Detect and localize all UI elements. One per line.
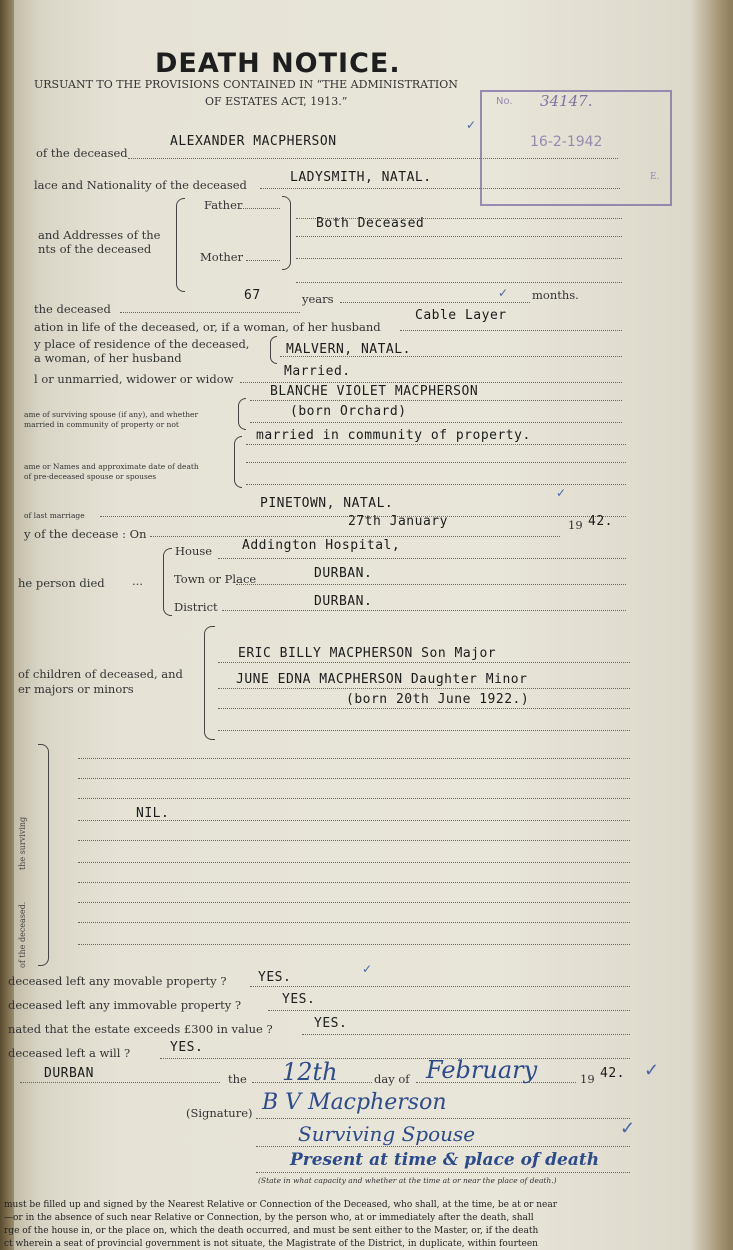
signature-line bbox=[256, 1118, 630, 1119]
capacity-line-2 bbox=[256, 1172, 630, 1173]
spouse-name-value: BLANCHE VIOLET MACPHERSON bbox=[270, 384, 479, 399]
immovable-label: deceased left any immovable property ? bbox=[8, 998, 242, 1012]
exceeds-label: nated that the estate exceeds £300 in value ? bbox=[8, 1022, 273, 1036]
spouse-maiden-value: (born Orchard) bbox=[290, 404, 407, 419]
district-line bbox=[222, 610, 626, 611]
predeceased-line-3 bbox=[246, 484, 626, 485]
nil-line-9 bbox=[78, 922, 630, 923]
parents-brace bbox=[176, 198, 185, 292]
parents-label-line1: and Addresses of the bbox=[38, 228, 161, 242]
death-date-line bbox=[150, 536, 560, 537]
marital-label: l or unmarried, widower or widow bbox=[34, 372, 234, 386]
will-line bbox=[160, 1058, 630, 1059]
capacity-value-2: Present at time & place of death bbox=[290, 1150, 600, 1170]
children-label-line1: of children of deceased, and bbox=[18, 667, 183, 681]
parents-inner-brace bbox=[282, 196, 291, 270]
birthplace-line bbox=[260, 188, 620, 189]
stamp-mark: E. bbox=[650, 172, 660, 182]
parents-line-2 bbox=[296, 236, 622, 237]
footer-line-4: ct wherein a seat of provincial government is not situate, the Magistrate of the District, in duplicate, within fourteen bbox=[4, 1239, 538, 1249]
child-3-note: (born 20th June 1922.) bbox=[346, 692, 530, 707]
died-label: he person died bbox=[18, 576, 105, 590]
stamp-date: 16-2-1942 bbox=[530, 134, 603, 150]
occupation-value: Cable Layer bbox=[415, 308, 507, 323]
movable-label: deceased left any movable property ? bbox=[8, 974, 227, 988]
document-title: DEATH NOTICE. bbox=[155, 48, 401, 79]
nil-line-3 bbox=[78, 798, 630, 799]
nil-line-10 bbox=[78, 944, 630, 945]
marital-value: Married. bbox=[284, 364, 351, 379]
spouse-label-line2: married in community of property or not bbox=[24, 420, 179, 429]
house-line bbox=[218, 558, 626, 559]
parents-line-3 bbox=[296, 258, 622, 259]
district-label: District bbox=[174, 600, 218, 614]
check-mark-icon: ✓ bbox=[556, 486, 567, 500]
residence-label-line1: y place of residence of the deceased, bbox=[34, 337, 250, 351]
death-date-value: 27th January bbox=[348, 514, 448, 529]
children-line-3 bbox=[218, 708, 630, 709]
name-value: ALEXANDER MACPHERSON bbox=[170, 134, 337, 149]
children-brace bbox=[204, 626, 215, 740]
children-line-1 bbox=[218, 662, 630, 663]
predeceased-label-line1: ame or Names and approximate date of death bbox=[24, 462, 199, 471]
death-date-label: y of the decease : On bbox=[24, 527, 147, 541]
nil-line-6 bbox=[78, 862, 630, 863]
residence-label-line2: a woman, of her husband bbox=[34, 351, 182, 365]
occupation-line bbox=[400, 330, 622, 331]
movable-value: YES. bbox=[258, 970, 292, 985]
house-value: Addington Hospital, bbox=[242, 538, 401, 553]
father-line bbox=[240, 208, 280, 209]
signature-label: (Signature) bbox=[186, 1106, 253, 1120]
stamp-no-label: No. bbox=[496, 96, 513, 107]
month-value: February bbox=[426, 1056, 538, 1084]
sign-year-prefix: 19 bbox=[580, 1072, 595, 1086]
check-mark-icon: ✓ bbox=[362, 962, 373, 976]
will-label: deceased left a will ? bbox=[8, 1046, 131, 1060]
act-reference-line1: URSUANT TO THE PROVISIONS CONTAINED IN “THE ADMINISTRATION bbox=[34, 78, 458, 91]
movable-line bbox=[250, 986, 630, 987]
predeceased-label-line2: of pre-deceased spouse or spouses bbox=[24, 472, 157, 481]
capacity-line-1 bbox=[256, 1146, 630, 1147]
name-line bbox=[128, 158, 618, 159]
check-mark-icon: ✓ bbox=[644, 1060, 660, 1081]
footer-line-3: rge of the house in, or the place on, which the death occurred, and must be sent either to the Master, or, if the death bbox=[4, 1226, 539, 1236]
months-line bbox=[340, 302, 530, 303]
spouse-brace bbox=[238, 398, 246, 430]
parents-value: Both Deceased bbox=[316, 216, 425, 231]
day-of-label: day of bbox=[374, 1072, 410, 1086]
father-label: Father bbox=[204, 198, 243, 212]
death-year-prefix: 19 bbox=[568, 518, 583, 532]
marital-line bbox=[240, 382, 622, 383]
nil-line-1 bbox=[78, 758, 630, 759]
vertical-label-2: the surviving bbox=[18, 816, 27, 870]
nil-line-8 bbox=[78, 902, 630, 903]
community-value: married in community of property. bbox=[256, 428, 531, 443]
capacity-hint: (State in what capacity and whether at the time at or near the place of death.) bbox=[258, 1176, 557, 1185]
predeceased-brace bbox=[234, 436, 242, 488]
nil-block-brace bbox=[38, 744, 49, 966]
spouse-line-2 bbox=[250, 422, 622, 423]
capacity-value-1: Surviving Spouse bbox=[298, 1122, 476, 1146]
birthplace-value: LADYSMITH, NATAL. bbox=[290, 170, 432, 185]
children-line-2 bbox=[218, 688, 630, 689]
children-line-4 bbox=[218, 730, 630, 731]
last-marriage-value: PINETOWN, NATAL. bbox=[260, 496, 394, 511]
nil-line-5 bbox=[78, 840, 630, 841]
house-label: House bbox=[175, 544, 213, 558]
district-value: DURBAN. bbox=[314, 594, 373, 609]
will-value: YES. bbox=[170, 1040, 204, 1055]
occupation-label: ation in life of the deceased, or, if a woman, of her husband bbox=[34, 320, 381, 334]
nil-line-7 bbox=[78, 882, 630, 883]
sign-year-value: 42. bbox=[600, 1066, 625, 1081]
sign-place-line bbox=[20, 1082, 220, 1083]
check-mark-icon: ✓ bbox=[466, 118, 477, 132]
exceeds-line bbox=[302, 1034, 630, 1035]
predeceased-line-1 bbox=[246, 444, 626, 445]
age-line bbox=[120, 312, 300, 313]
town-line bbox=[236, 584, 626, 585]
signature-value: B V Macpherson bbox=[262, 1090, 447, 1115]
child-1-value: ERIC BILLY MACPHERSON Son Major bbox=[238, 646, 497, 661]
spouse-line-1 bbox=[250, 400, 622, 401]
town-label: Town or Place bbox=[174, 572, 257, 586]
sign-place-value: DURBAN bbox=[44, 1066, 94, 1081]
stamp-number: 34147. bbox=[540, 92, 593, 110]
birthplace-label: lace and Nationality of the deceased bbox=[34, 178, 247, 192]
years-label: years bbox=[302, 292, 334, 306]
residence-brace bbox=[270, 336, 277, 364]
check-mark-icon: ✓ bbox=[498, 286, 509, 300]
mother-line bbox=[246, 260, 280, 261]
age-value: 67 bbox=[244, 288, 261, 303]
age-label: the deceased bbox=[34, 302, 111, 316]
residence-value: MALVERN, NATAL. bbox=[286, 342, 411, 357]
footer-line-2: —or in the absence of such near Relative or Connection, by the person who, at or immediately after the death, shall bbox=[4, 1213, 534, 1223]
nil-value: NIL. bbox=[136, 806, 170, 821]
binding-shadow bbox=[0, 0, 14, 1250]
day-value: 12th bbox=[282, 1058, 338, 1086]
immovable-value: YES. bbox=[282, 992, 316, 1007]
nil-line-2 bbox=[78, 778, 630, 779]
spouse-label-line1: ame of surviving spouse (if any), and whether bbox=[24, 410, 199, 419]
vertical-label-1: of the deceased. bbox=[18, 901, 27, 968]
death-place-brace bbox=[163, 548, 172, 616]
last-marriage-label: of last marriage bbox=[24, 511, 85, 520]
children-label-line2: er majors or minors bbox=[18, 682, 134, 696]
check-mark-icon: ✓ bbox=[620, 1118, 636, 1139]
name-label: of the deceased bbox=[36, 146, 128, 160]
immovable-line bbox=[268, 1010, 630, 1011]
town-value: DURBAN. bbox=[314, 566, 373, 581]
child-2-value: JUNE EDNA MACPHERSON Daughter Minor bbox=[236, 672, 528, 687]
predeceased-line-2 bbox=[246, 462, 626, 463]
act-reference-line2: OF ESTATES ACT, 1913.” bbox=[205, 95, 348, 108]
parents-line-4 bbox=[296, 282, 622, 283]
died-dots: ... bbox=[132, 574, 143, 588]
months-label: months. bbox=[532, 288, 579, 302]
exceeds-value: YES. bbox=[314, 1016, 348, 1031]
death-year-value: 42. bbox=[588, 514, 613, 529]
mother-label: Mother bbox=[200, 250, 244, 264]
footer-line-1: must be filled up and signed by the Nearest Relative or Connection of the Deceased, who shall, at the time, be at or near bbox=[4, 1200, 558, 1210]
the-label: the bbox=[228, 1072, 247, 1086]
parents-label-line2: nts of the deceased bbox=[38, 242, 152, 256]
